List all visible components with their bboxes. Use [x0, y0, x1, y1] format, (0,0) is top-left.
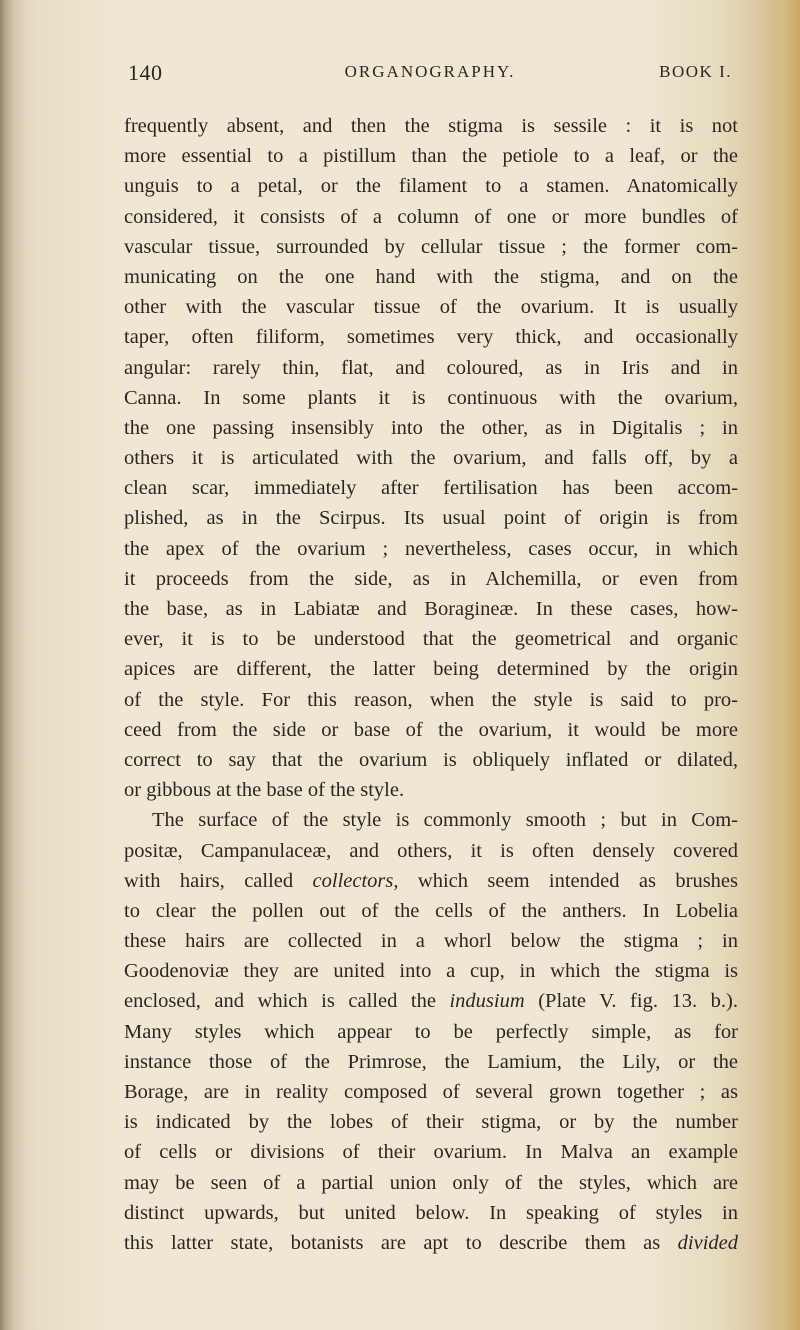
text-line: or gibbous at the base of the style. [124, 779, 405, 802]
text-line: it proceeds from the side, as in Alchemilla, or even from [124, 567, 738, 590]
text-line: correct to say that the ovarium is obliquely inflated or dilated, [124, 748, 738, 771]
text-line: Canna. In some plants it is continuous with the ovarium, [124, 386, 738, 409]
text-line: Many styles which appear to be perfectly simple, as for [124, 1020, 738, 1043]
text-line: ceed from the side or base of the ovarium, it would be more [124, 718, 738, 741]
text-line: municating on the one hand with the stigma, and on the [124, 265, 738, 288]
text-line: vascular tissue, surrounded by cellular tissue ; the former com- [124, 235, 738, 258]
text-span: which seem intended as brushes [398, 869, 738, 892]
text-line: the apex of the ovarium ; nevertheless, cases occur, in which [124, 537, 738, 560]
text-line: these hairs are collected in a whorl below the stigma ; in [124, 930, 738, 953]
text-line: Borage, are in reality composed of several grown together ; as [124, 1081, 738, 1103]
text-span: enclosed, and which is called the [124, 990, 450, 1013]
text-line: to clear the pollen out of the cells of the anthers. In Lobelia [124, 899, 738, 922]
italic-term: collectors, [312, 869, 399, 892]
binding-shadow [0, 0, 26, 1330]
italic-term: indusium [449, 990, 525, 1013]
text-line: ever, it is to be understood that the geometrical and organic [124, 628, 738, 651]
text-line: other with the vascular tissue of the ovarium. It is usually [124, 296, 738, 319]
text-line: unguis to a petal, or the filament to a stamen. Anatomically [124, 175, 738, 198]
body-text [124, 111, 738, 1258]
italic-term: divided [677, 1231, 738, 1254]
text-line: the base, as in Labiatæ and Boragineæ. In these cases, how- [124, 598, 738, 620]
text-line: may be seen of a partial union only of the styles, which are [124, 1171, 738, 1194]
text-span: this latter state, botanists are apt to describe them as [124, 1231, 678, 1254]
text-line: plished, as in the Scirpus. Its usual point of origin is from [124, 507, 738, 530]
text-line: of cells or divisions of their ovarium. In Malva an example [124, 1141, 738, 1164]
text-line: taper, often filiform, sometimes very thick, and occasionally [124, 326, 738, 349]
text-line: is indicated by the lobes of their stigma, or by the number [124, 1111, 738, 1134]
text-line: positæ, Campanulaceæ, and others, it is often densely covered [124, 839, 738, 862]
book-label: BOOK I. [659, 62, 732, 81]
page-number: 140 [128, 60, 163, 85]
text-line: of the style. For this reason, when the style is said to pro- [124, 688, 738, 711]
text-line [124, 1228, 738, 1258]
running-title: ORGANOGRAPHY. [344, 62, 516, 81]
page-edge-discoloration [760, 0, 800, 1330]
text-line: more essential to a pistillum than the petiole to a leaf, or the [124, 145, 738, 168]
text-line: clean scar, immediately after fertilisation has been accom- [124, 477, 738, 500]
text-line: others it is articulated with the ovarium, and falls off, by a [124, 447, 738, 470]
text-line: apices are different, the latter being determined by the origin [124, 658, 738, 681]
text-line: considered, it consists of a column of one or more bundles of [124, 205, 738, 228]
text-line: The surface of the style is commonly smooth ; but in Com- [152, 809, 738, 832]
text-line: Goodenoviæ they are united into a cup, in which the stigma is [124, 960, 738, 983]
text-line: angular: rarely thin, flat, and coloured, as in Iris and in [124, 356, 738, 379]
text-line: distinct upwards, but united below. In speaking of styles in [124, 1201, 738, 1224]
text-line: the one passing insensibly into the other, as in Digitalis ; in [124, 416, 738, 439]
text-line: frequently absent, and then the stigma is sessile : it is not [124, 115, 738, 137]
text-span: (Plate V. fig. 13. b.). [524, 990, 738, 1013]
running-header [128, 60, 732, 92]
text-line [124, 866, 738, 896]
text-span: with hairs, called [124, 869, 313, 892]
text-line [124, 986, 738, 1016]
text-line: instance those of the Primrose, the Lamium, the Lily, or the [124, 1050, 738, 1073]
